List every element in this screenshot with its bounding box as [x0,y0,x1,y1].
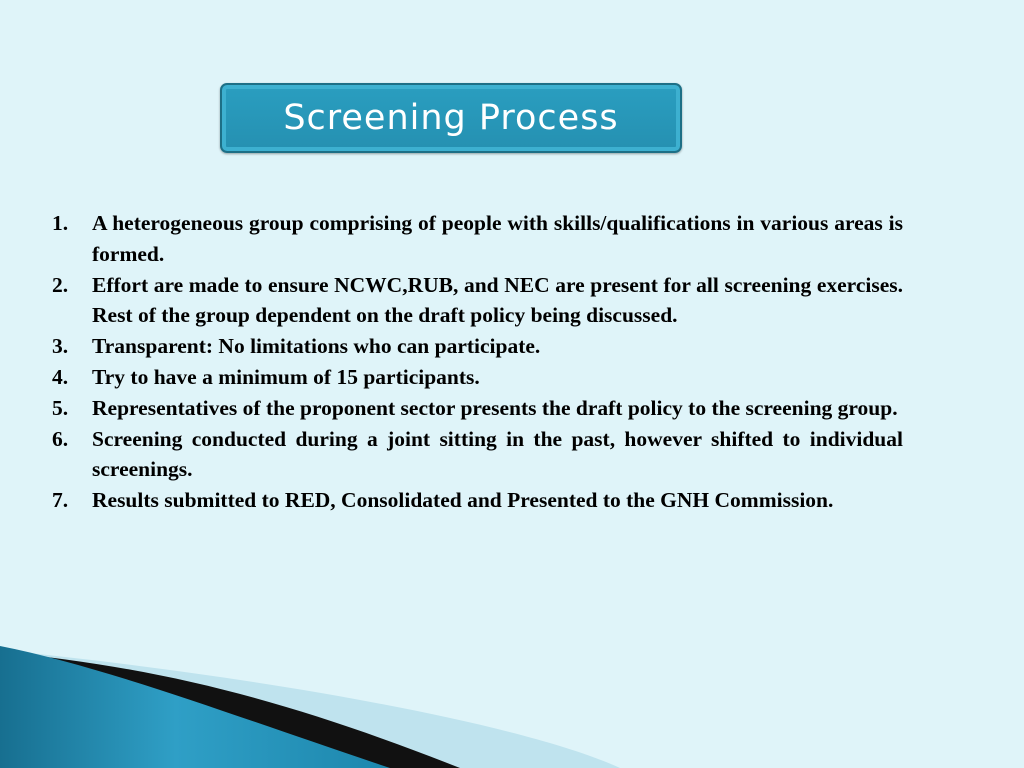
list-item-number: 1. [52,211,69,235]
list-item-text: Screening conducted during a joint sitting in the past, however shifted to individual screenings. [92,426,903,482]
list-item-number: 6. [52,426,69,451]
list-item [52,208,903,270]
list-item [52,393,903,424]
list-item-number: 5. [52,395,69,420]
list-item-number: 2. [52,272,69,297]
list-item [52,331,903,362]
list-item [52,362,903,393]
list-item [52,485,903,516]
list-item [52,270,903,332]
list-item-text: Effort are made to ensure NCWC,RUB, and NEC are present for all screening exercises. Rest of the group dependent on the draft policy being discussed. [92,272,903,328]
title-banner [220,83,682,153]
list-item-text: Representatives of the proponent sector presents the draft policy to the screening group. [92,395,898,420]
list-item-number: 4. [52,364,69,389]
list-item-text: A heterogeneous group comprising of people with skills/qualifications in various areas is formed. [92,211,903,266]
list-item [52,424,903,486]
screening-steps-list [52,208,903,516]
list-item-number: 7. [52,488,69,513]
list-item-text: Try to have a minimum of 15 participants. [92,364,480,389]
list-item-text: Results submitted to RED, Consolidated and Presented to the GNH Commission. [92,488,834,513]
slide-title: Screening Process [283,98,619,138]
list-item-number: 3. [52,334,69,359]
list-item-text: Transparent: No limitations who can participate. [92,334,541,359]
